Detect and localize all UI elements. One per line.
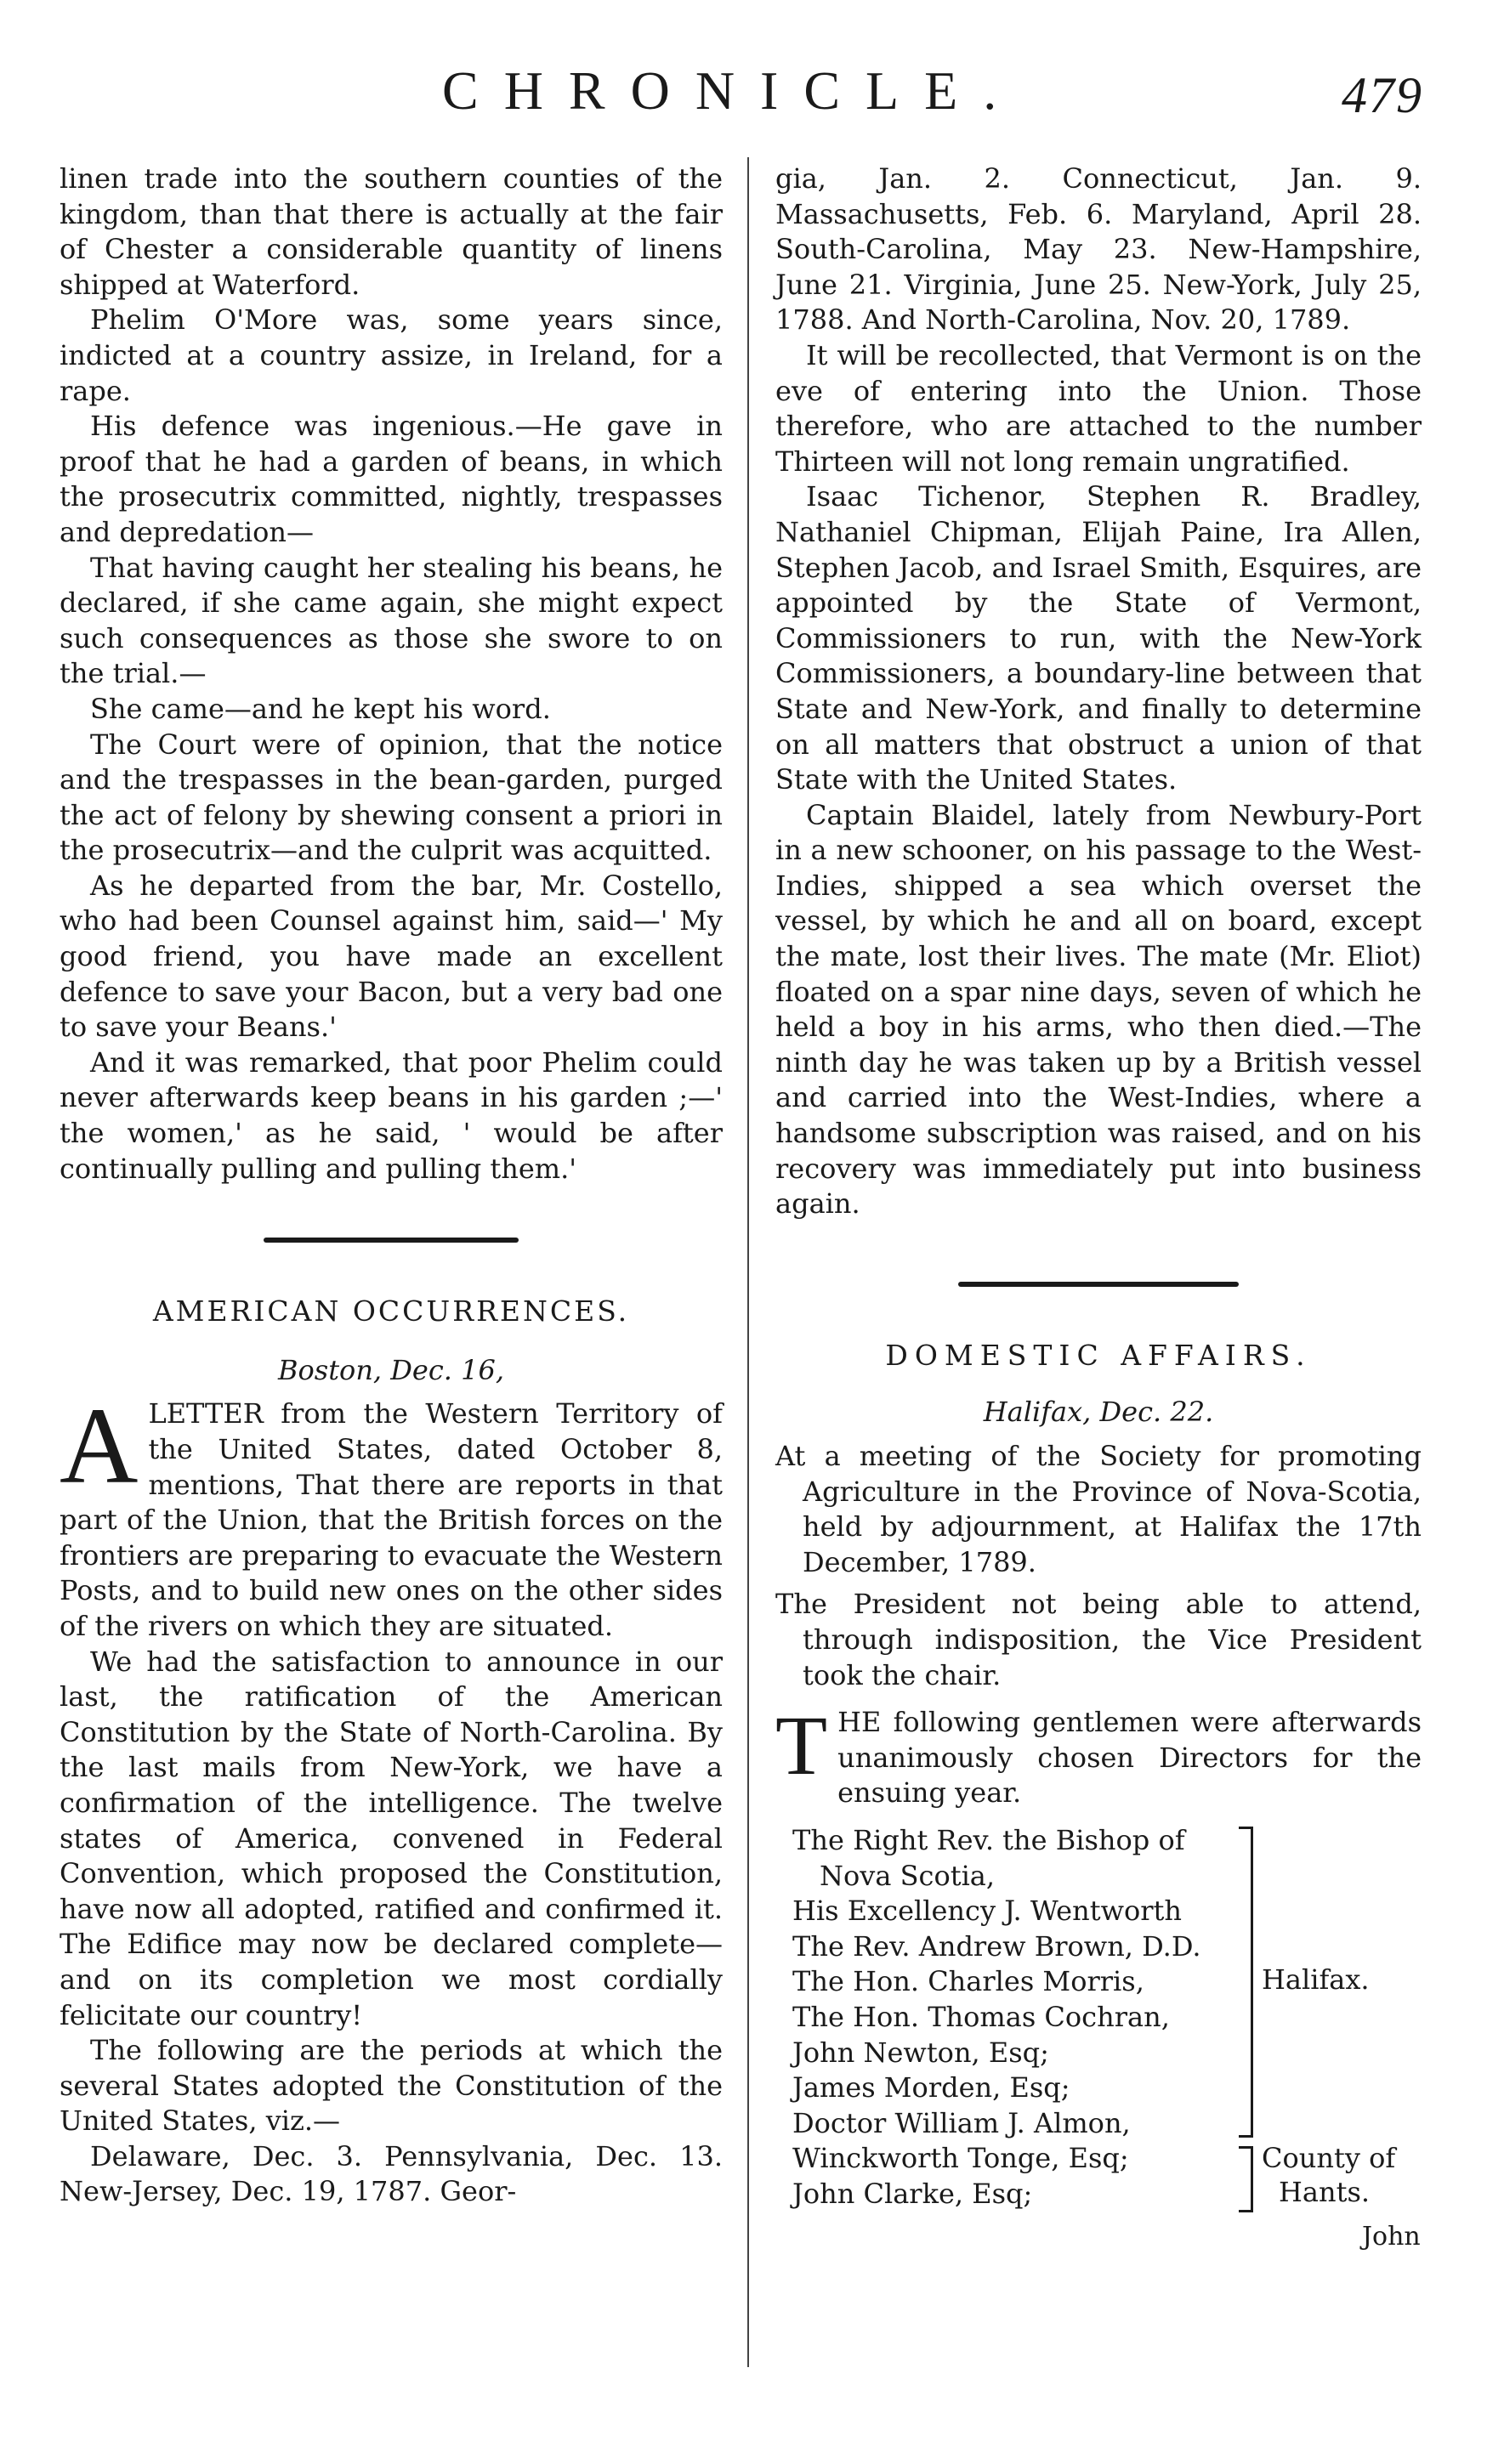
paragraph: The following are the periods at which the several States adopted the Constitution of the United States, viz.— [60, 2034, 723, 2138]
catchword: John [1362, 2221, 1421, 2252]
directors-intro [775, 1698, 1422, 1811]
drop-cap: T [775, 1698, 828, 1793]
paragraph: gia, Jan. 2. Connecticut, Jan. 9. Massachusetts, Feb. 6. Maryland, April 28. South-Carolina, May 23. New-Hampshire, June 21. Virginia, June 25. New-York, July 25, 1788. And North-Carolina, Nov. 20, 1789. [775, 162, 1422, 337]
paragraph: We had the satisfaction to announce in our last, the ratification of the American Constitution by the State of North-Carolina. By the last mails from New-York, we have a confirmation of the intelligence. The twelve states of America, convened in Federal Convention, which proposed the Constitution, have now all adopted, ratified and confirmed it. The Edifice may now be declared complete—and on its completion we most cordially felicitate our country! [60, 1645, 723, 2031]
paragraph: She came—and he kept his word. [90, 692, 551, 725]
page-number: 479 [1342, 67, 1423, 123]
left-column [60, 161, 723, 2210]
paragraph: Delaware, Dec. 3. Pennsylvania, Dec. 13. New-Jersey, Dec. 19, 1787. Geor- [60, 2139, 723, 2208]
director-name: Nova Scotia, [820, 1859, 996, 1892]
director-name: James Morden, Esq; [792, 2071, 1070, 2104]
hants-brace [1239, 2146, 1253, 2212]
boston-dateline: Boston, Dec. 16, [277, 1353, 505, 1386]
halifax-dateline: Halifax, Dec. 22. [983, 1396, 1214, 1429]
hants-label: County of [1262, 2141, 1396, 2174]
column-rule [747, 157, 749, 2367]
director-name: Winckworth Tonge, Esq; [792, 2142, 1129, 2175]
paragraph: Isaac Tichenor, Stephen R. Bradley, Nathaniel Chipman, Elijah Paine, Ira Allen, Stephen Jacob, and Israel Smith, Esquires, are appointed by the State of Vermont, Commissioners to run, with the New-York Commissioners, a boundary-line between that State and New-York, and finally to determine on all matters that obstruct a union of that State with the United States. [775, 480, 1422, 796]
directors-list [775, 1823, 1422, 2252]
paragraph: It will be recollected, that Vermont is on the eve of entering into the Union. Those therefore, who are attached to the number Thirteen will not long remain ungratified. [775, 338, 1422, 478]
paragraph: The Court were of opinion, that the notice and the trespasses in the bean-garden, purged the act of felony by shewing consent a priori in the prosecutrix—and the culprit was acquitted. [60, 728, 723, 867]
director-name: The Right Rev. the Bishop of [792, 1823, 1185, 1856]
american-occurrences-heading: AMERICAN OCCURRENCES. [152, 1294, 630, 1328]
page-header [0, 59, 1487, 144]
paragraph: The President not being able to attend, through indisposition, the Vice President took the chair. [775, 1588, 1422, 1691]
directors-hants [775, 2141, 1234, 2212]
paragraph: At a meeting of the Society for promoting Agriculture in the Province of Nova-Scotia, held by adjournment, at Halifax the 17th December, 1789. [775, 1440, 1422, 1578]
paragraph: That having caught her stealing his beans, he declared, if she came again, she might expect such consequences as those she swore to on the trial.— [60, 551, 723, 690]
paragraph: Phelim O'More was, some years since, indicted at a country assize, in Ireland, for a rape. [60, 303, 723, 407]
director-name: The Hon. Thomas Cochran, [792, 2000, 1170, 2033]
paragraph: Captain Blaidel, lately from Newbury-Port in a new schooner, on his passage to the West-Indies, shipped a sea which overset the vessel, by which he and all on board, except the mate, lost their lives. The mate (Mr. Eliot) floated on a spar nine days, seven of which he held a boy in his arms, who then died.—The ninth day he was taken up by a British vessel and carried into the West-Indies, where a handsome subscription was raised, and on his recovery was immediately put into business again. [775, 798, 1422, 1221]
hants-label: Hants. [1279, 2175, 1371, 2208]
section-divider [958, 1282, 1239, 1287]
drop-cap: A [60, 1385, 139, 1507]
halifax-brace [1239, 1827, 1253, 2138]
director-name: John Clarke, Esq; [792, 2177, 1033, 2210]
paragraph: linen trade into the southern counties of the kingdom, than that there is actually at the fair of Chester a considerable quantity of linens shipped at Waterford. [60, 162, 723, 301]
director-name: His Excellency J. Wentworth [792, 1895, 1182, 1928]
paragraph: HE following gentlemen were afterwards unanimously chosen Directors for the ensuing year. [837, 1706, 1422, 1810]
halifax-label: Halifax. [1262, 1963, 1370, 1996]
paragraph: And it was remarked, that poor Phelim could never afterwards keep beans in his garden ;—' the women,' as he said, ' would be after continually pulling and pulling them.' [60, 1045, 723, 1185]
paragraph: LETTER from the Western Territory of the United States, dated October 8, mentions, That there are reports in that part of the Union, that the British forces on the frontiers are preparing to evacuate the Western Posts, and to build new ones on the other sides of the rivers on which they are situated. [60, 1397, 723, 1642]
right-column [775, 161, 1422, 2252]
director-name: Doctor William J. Almon, [792, 2106, 1131, 2139]
paragraph: His defence was ingenious.—He gave in proof that he had a garden of beans, in which the prosecutrix committed, nightly, trespasses and depredation— [60, 410, 723, 548]
director-name: John Newton, Esq; [792, 2036, 1049, 2069]
director-name: The Rev. Andrew Brown, D.D. [792, 1929, 1201, 1963]
directors-halifax [775, 1823, 1234, 2141]
letter-article [60, 1385, 723, 1644]
section-divider [264, 1238, 519, 1243]
paragraph: As he departed from the bar, Mr. Costello, who had been Counsel against him, said—' My good friend, you have made an excellent defence to save your Bacon, but a very bad one to save your Beans.' [60, 869, 723, 1044]
running-head: CHRONICLE. [442, 60, 1023, 121]
director-name: The Hon. Charles Morris, [792, 1965, 1144, 1998]
domestic-affairs-heading: DOMESTIC AFFAIRS. [885, 1338, 1312, 1372]
